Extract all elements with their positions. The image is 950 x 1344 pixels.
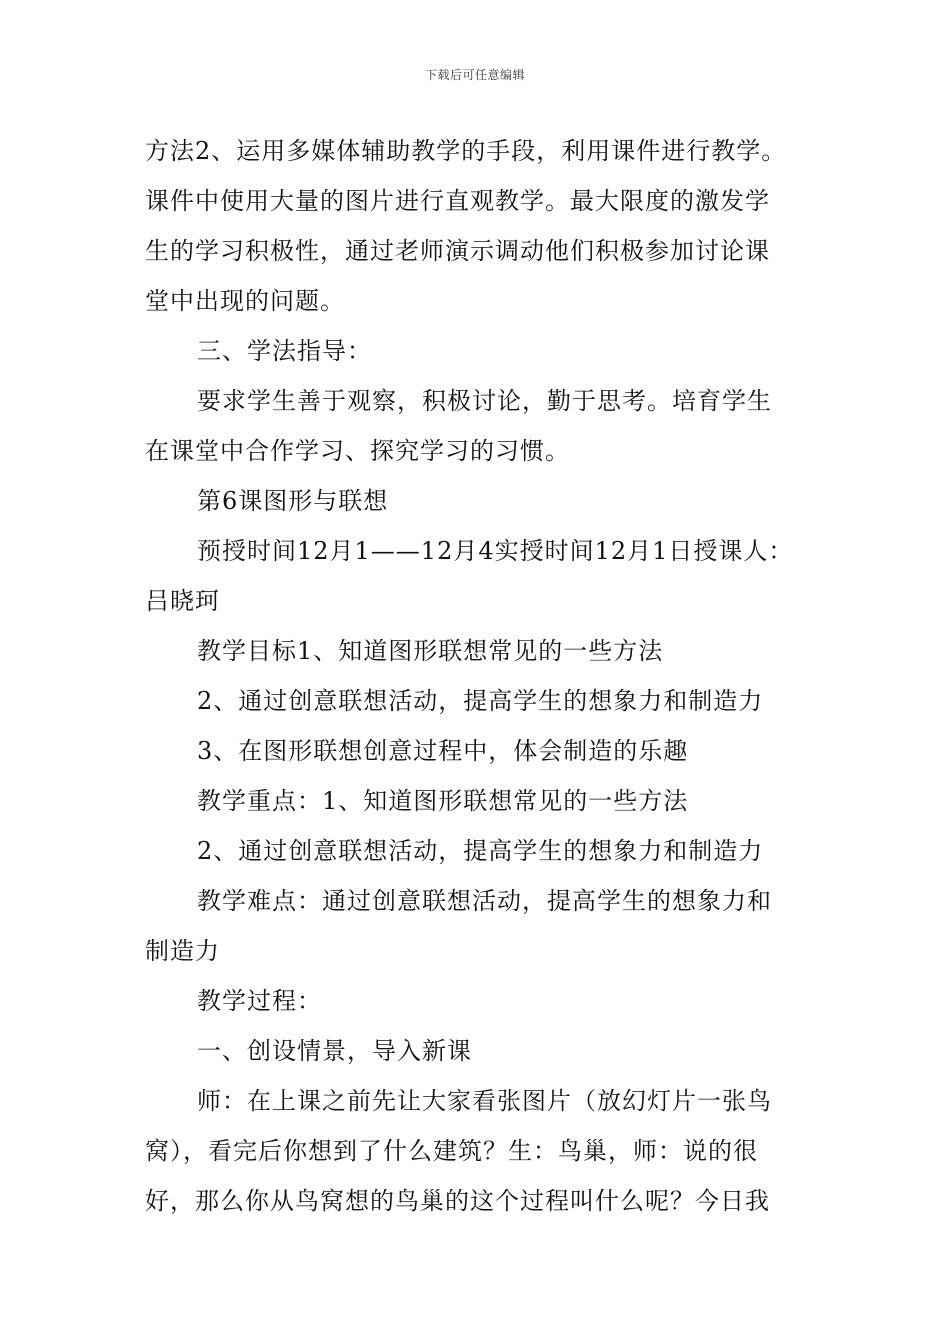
text-line: 课件中使用大量的图片进行直观教学。最大限度的激发学: [145, 187, 770, 215]
text-line: 窝），看完后你想到了什么建筑？生：鸟巢，师：说的很: [145, 1137, 758, 1165]
text-line: 2、通过创意联想活动，提高学生的想象力和制造力: [197, 687, 764, 715]
text-line: 教学重点：1、知道图形联想常见的一些方法: [197, 787, 689, 815]
lesson-title: 第6课图形与联想: [197, 487, 389, 515]
text-line: 教学难点：通过创意联想活动，提高学生的想象力和: [197, 887, 772, 915]
text-line: 预授时间12月1——12月4实授时间12月1日授课人：: [197, 537, 794, 565]
section-heading: 教学过程：: [197, 987, 322, 1015]
text-line: 3、在图形联想创意过程中，体会制造的乐趣: [197, 737, 689, 765]
page-header: 下载后可任意编辑: [424, 68, 525, 82]
document-body: [145, 126, 810, 1226]
text-line: 方法2、运用多媒体辅助教学的手段，利用课件进行教学。: [145, 137, 787, 165]
section-heading: 三、学法指导：: [197, 337, 372, 365]
text-line: 吕晓珂: [145, 587, 220, 615]
text-line: 生的学习积极性，通过老师演示调动他们积极参加讨论课: [145, 237, 770, 265]
text-line: 2、通过创意联想活动，提高学生的想象力和制造力: [197, 837, 764, 865]
text-line: 堂中出现的问题。: [145, 287, 345, 315]
text-line: 师：在上课之前先让大家看张图片（放幻灯片一张鸟: [197, 1087, 772, 1115]
text-line: 制造力: [145, 937, 220, 965]
text-line: 教学目标1、知道图形联想常见的一些方法: [197, 637, 664, 665]
text-line: 在课堂中合作学习、探究学习的习惯。: [145, 437, 570, 465]
text-line: 好，那么你从鸟窝想的鸟巢的这个过程叫什么呢？今日我: [145, 1187, 770, 1215]
text-line: 要求学生善于观察，积极讨论，勤于思考。培育学生: [197, 387, 772, 415]
section-heading: 一、创设情景，导入新课: [197, 1037, 472, 1065]
